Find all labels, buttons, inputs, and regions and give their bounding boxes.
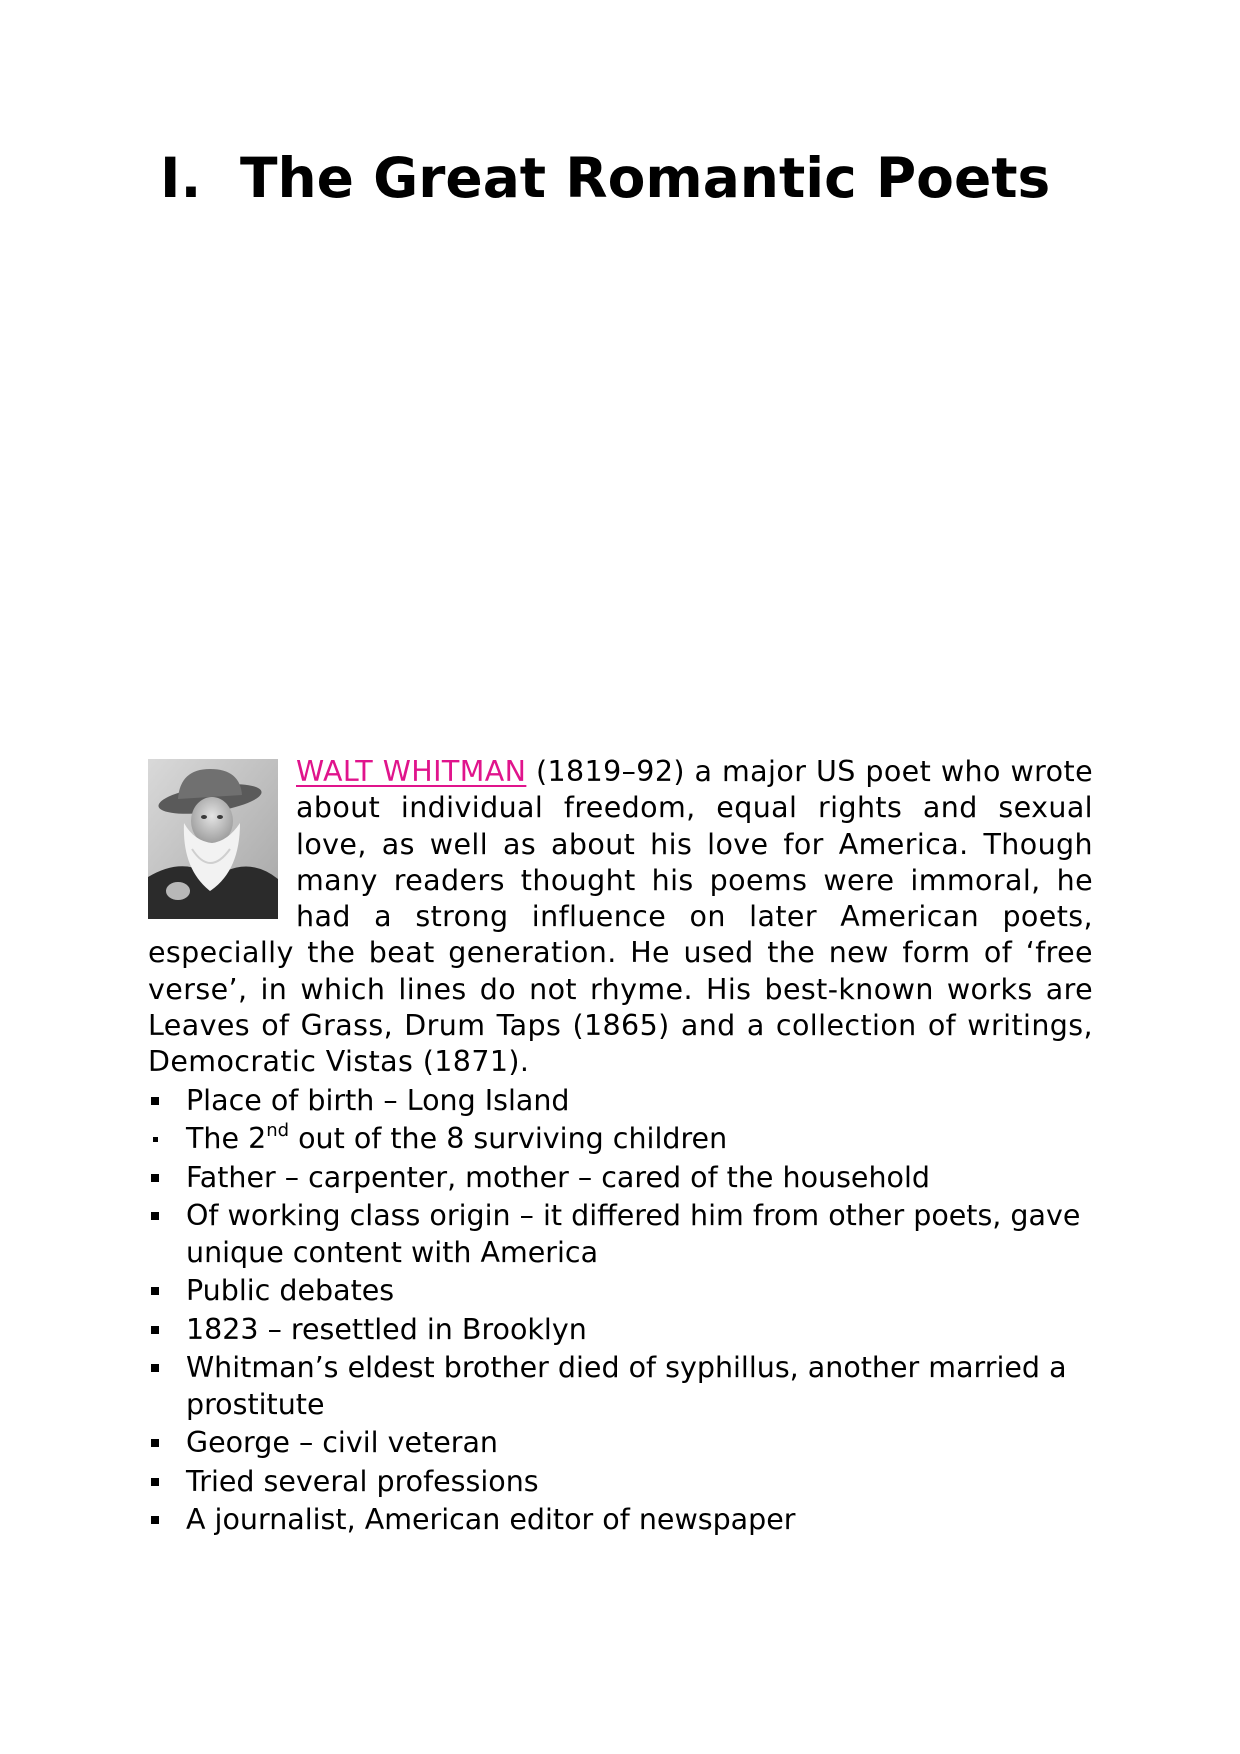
list-item: Of working class origin – it differed him from other poets, gave unique content with America [148,1198,1093,1271]
square-bullet-icon [151,1439,159,1447]
list-item: A journalist, American editor of newspaper [148,1502,1093,1539]
poet-name-link[interactable]: WALT WHITMAN [296,755,527,788]
article-body [148,754,1093,1541]
square-bullet-icon [151,1326,159,1334]
section-title: The Great Romantic Poets [240,146,1051,210]
square-bullet-icon [153,1137,158,1142]
square-bullet-icon [151,1287,159,1295]
list-item: Public debates [148,1273,1093,1310]
square-bullet-icon [151,1516,159,1524]
intro-paragraph [148,754,1093,1081]
square-bullet-icon [151,1478,159,1486]
square-bullet-icon [151,1212,159,1220]
portrait-photo [148,759,278,919]
list-item: George – civil veteran [148,1425,1093,1462]
intro-text: (1819–92) a major US poet who wrote about individual freedom, equal rights and sexual love, as well as about his love for America. Though many readers thought his poems were immoral, he had a strong influence on later American poets, especially the beat generation. He used the new form of ‘free verse’, in which lines do not rhyme. His best-known works are Leaves of Grass, Drum Taps (1865) and a collection of writings, Democratic Vistas (1871). [148,755,1094,1079]
facts-list [148,1083,1093,1539]
list-item: The 2nd out of the 8 surviving children [148,1121,1093,1158]
list-item: Place of birth – Long Island [148,1083,1093,1120]
page-title [160,142,1050,214]
square-bullet-icon [151,1364,159,1372]
square-bullet-icon [151,1174,159,1182]
list-item: Whitman’s eldest brother died of syphillus, another married a prostitute [148,1350,1093,1423]
section-number: I. [160,146,202,210]
list-item: Father – carpenter, mother – cared of the household [148,1160,1093,1197]
list-item: Tried several professions [148,1464,1093,1501]
square-bullet-icon [151,1097,159,1105]
list-item: 1823 – resettled in Brooklyn [148,1312,1093,1349]
